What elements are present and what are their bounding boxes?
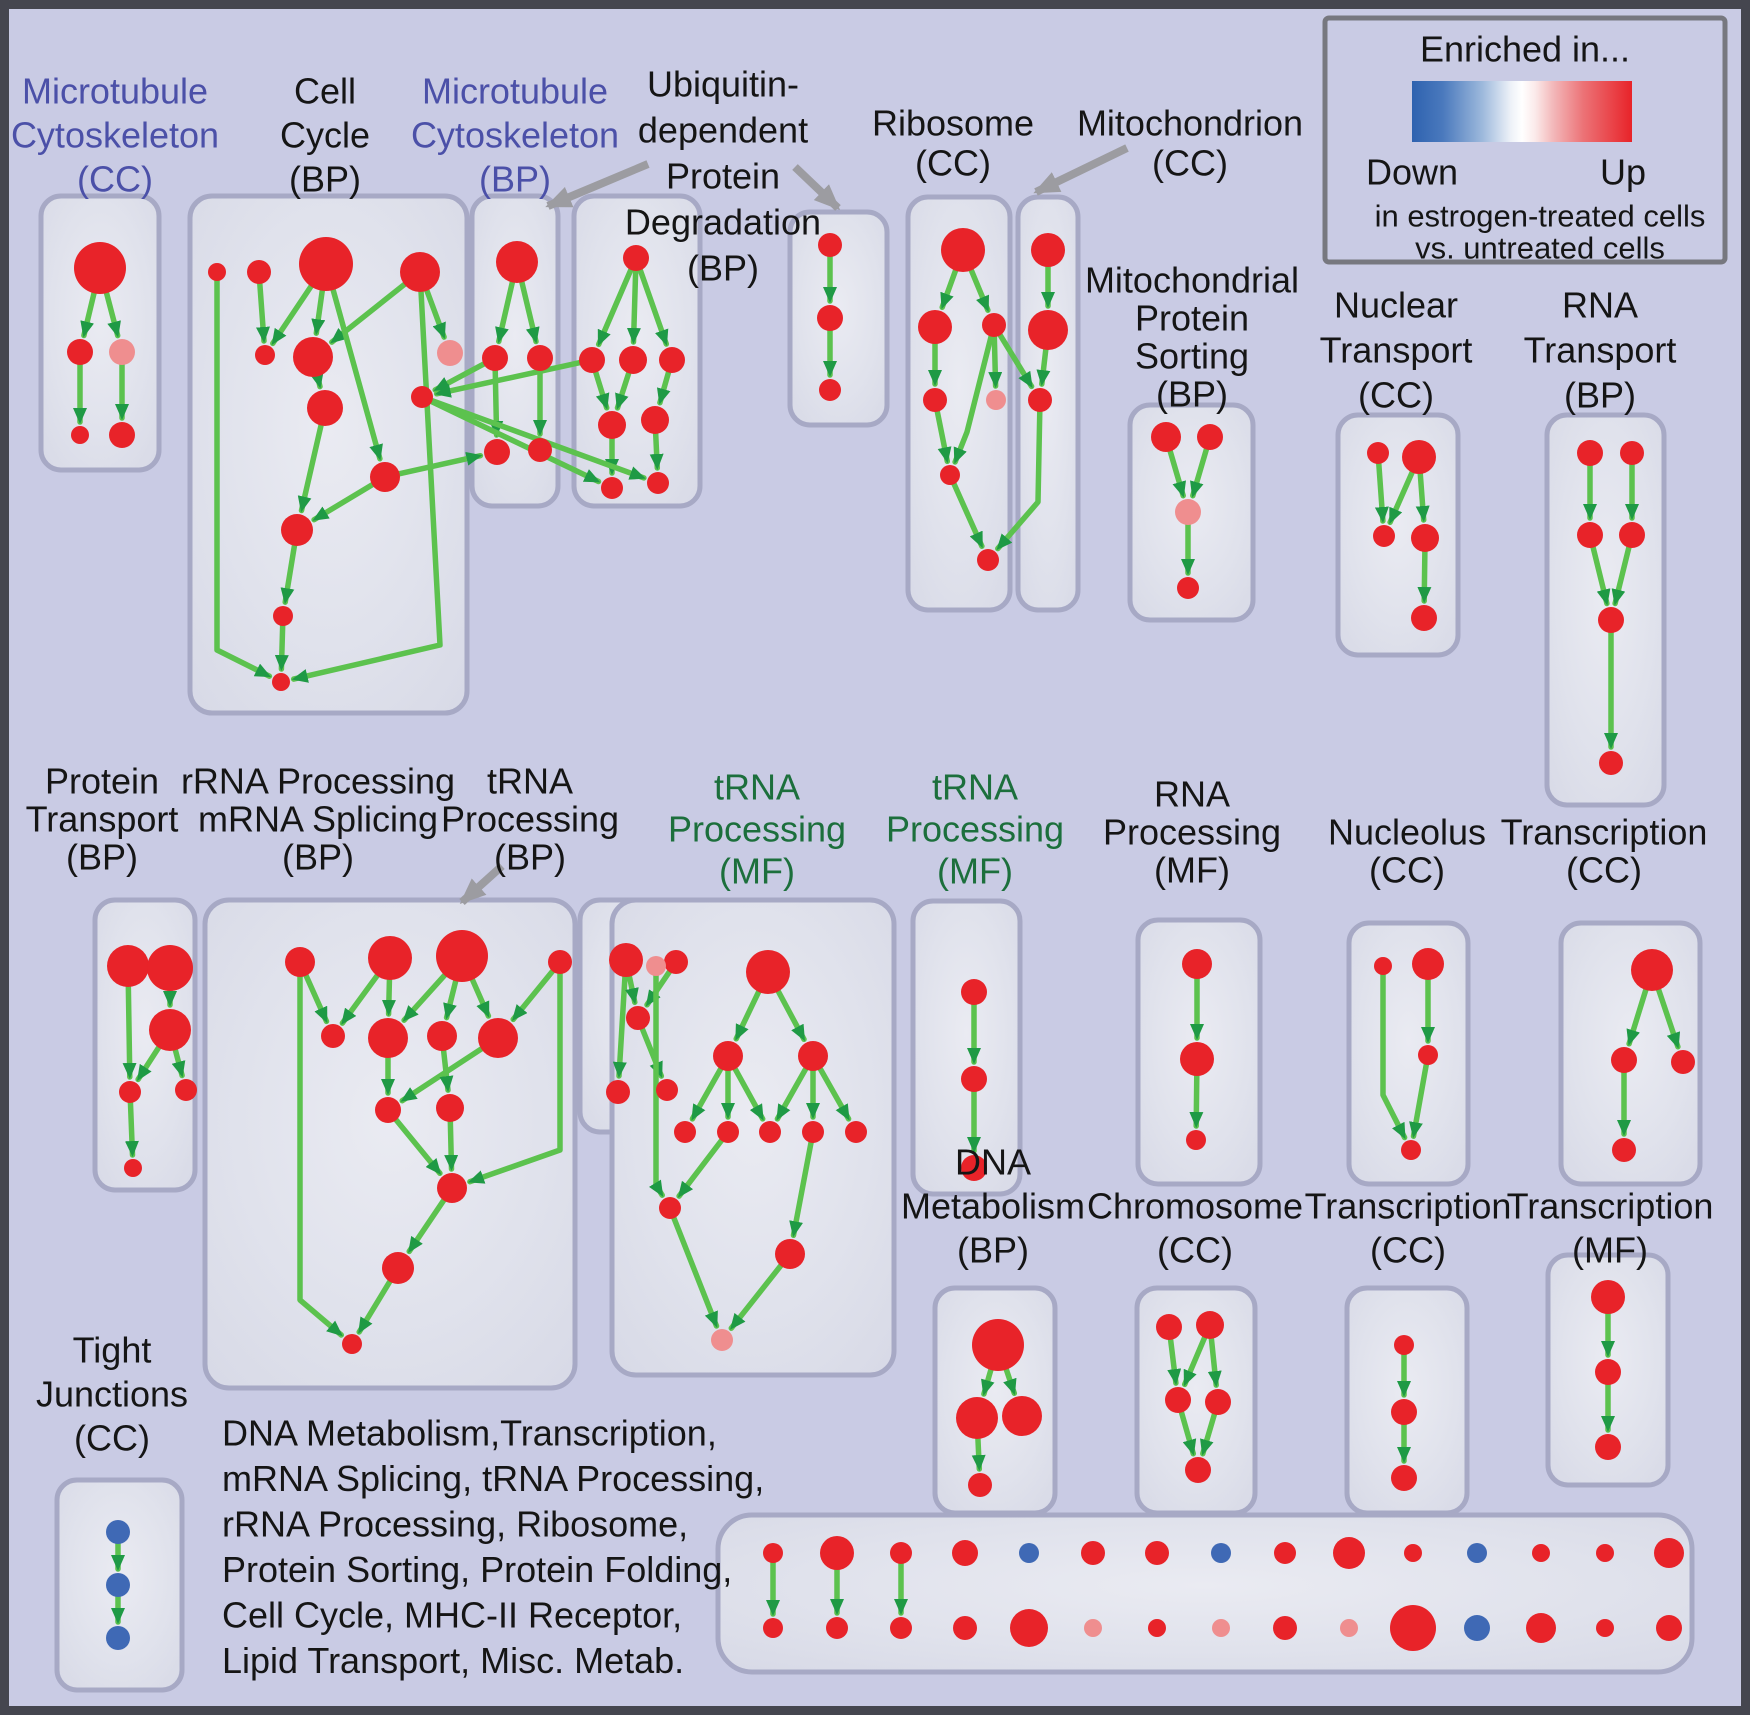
node-misc-terms-28: [1596, 1619, 1614, 1637]
node-rrna-8: [375, 1097, 401, 1123]
node-mt-cc-4: [109, 422, 135, 448]
label-trna-mf-2: tRNA Processing (MF): [885, 766, 1065, 892]
node-protein-transport-1: [147, 945, 193, 991]
node-rna-transport-1: [1620, 441, 1644, 465]
node-trna-mf-1-5: [717, 1121, 739, 1143]
node-protein-transport-5: [124, 1159, 142, 1177]
legend-gradient-bar: [1412, 81, 1632, 142]
node-rrna-10: [437, 1173, 467, 1203]
node-cell-cycle-7: [307, 390, 343, 426]
node-misc-terms-13: [1596, 1544, 1614, 1562]
legend-caption-line1: in estrogen-treated cells: [1374, 198, 1706, 234]
node-nuclear-transport-2: [1373, 525, 1395, 547]
node-misc-terms-26: [1464, 1615, 1490, 1641]
node-misc-terms-20: [1084, 1619, 1102, 1637]
node-misc-terms-18: [953, 1616, 977, 1640]
node-cell-cycle-1: [247, 260, 271, 284]
label-transcription-cc-2: Transcription (CC): [1304, 1185, 1512, 1271]
node-cell-cycle-0: [208, 263, 226, 281]
node-ribosome-2: [982, 313, 1006, 337]
node-rrna-3: [548, 950, 572, 974]
edge-nuclear-transport-2: [1420, 471, 1424, 520]
node-rna-transport-4: [1598, 607, 1624, 633]
node-ubiq-1: [579, 347, 605, 373]
node-nucleolus-2: [1418, 1045, 1438, 1065]
node-rrna-6: [427, 1021, 457, 1051]
node-transcription-cc-2-0: [1394, 1335, 1414, 1355]
node-rrna-7: [478, 1018, 518, 1058]
label-mt-bp: Microtubule Cytoskeleton (BP): [410, 70, 620, 200]
node-mt-cc-3: [71, 426, 89, 444]
node-misc-terms-2: [890, 1542, 912, 1564]
label-mt-cc: Microtubule Cytoskeleton (CC): [10, 70, 220, 200]
node-ubiq2-1: [817, 305, 843, 331]
node-cell-cycle-10: [281, 514, 313, 546]
edge-rrna-11: [450, 1120, 451, 1169]
node-misc-terms-14: [1654, 1538, 1684, 1568]
node-misc-terms-17: [890, 1617, 912, 1639]
node-tight-junctions-2: [106, 1626, 130, 1650]
node-chromosome-0: [1156, 1314, 1182, 1340]
node-nuclear-transport-0: [1367, 442, 1389, 464]
node-ubiq-0: [623, 245, 649, 271]
node-transcription-cc-1-1: [1611, 1047, 1637, 1073]
edge-protein-transport-4: [130, 1101, 132, 1155]
node-trna-bp-3: [606, 1080, 630, 1104]
node-misc-terms-12: [1532, 1544, 1550, 1562]
collapsed-terms-note: DNA Metabolism,Transcription, mRNA Splicing, tRNA Processing, rRNA Processing, Ribosome, Protein Sorting, Protein Folding, Cell Cycle, MHC-II Receptor, Lipid Transport, Misc. Metab.: [222, 1412, 765, 1681]
node-nuclear-transport-4: [1411, 605, 1437, 631]
node-trna-mf-1-8: [845, 1121, 867, 1143]
node-tight-junctions-0: [106, 1520, 130, 1544]
cluster-mt-cc-box: [41, 196, 159, 470]
node-dna-met-2: [1002, 1396, 1042, 1436]
node-dna-met-3: [968, 1473, 992, 1497]
node-dna-met-1: [956, 1397, 998, 1439]
node-rrna-0: [285, 947, 315, 977]
node-misc-terms-19: [1010, 1609, 1048, 1647]
node-rrna-4: [321, 1024, 345, 1048]
node-mps-3: [1177, 577, 1199, 599]
node-nucleolus-0: [1374, 957, 1392, 975]
node-chromosome-4: [1185, 1457, 1211, 1483]
label-rrna: rRNA Processing mRNA Splicing (BP): [180, 760, 456, 878]
node-misc-terms-27: [1526, 1613, 1556, 1643]
node-misc-terms-22: [1212, 1619, 1230, 1637]
node-chromosome-1: [1196, 1311, 1224, 1339]
node-misc-terms-11: [1467, 1543, 1487, 1563]
label-ribosome: Ribosome (CC): [871, 102, 1035, 184]
node-protein-transport-0: [107, 945, 149, 987]
node-trna-mf-1-6: [759, 1121, 781, 1143]
node-cell-cycle-3: [400, 252, 440, 292]
label-trna-bp: tRNA Processing (BP): [440, 760, 620, 878]
node-trna-bp-2: [626, 1006, 650, 1030]
node-rrna-2: [436, 930, 488, 982]
node-cell-cycle-8: [411, 386, 433, 408]
node-rna-transport-5: [1599, 751, 1623, 775]
node-misc-terms-6: [1145, 1541, 1169, 1565]
node-trna-mf-1-4: [674, 1121, 696, 1143]
node-trna-mf-2-0: [961, 979, 987, 1005]
node-mito-2: [1028, 388, 1052, 412]
node-cell-cycle-6: [437, 340, 463, 366]
node-rrna-11: [382, 1252, 414, 1284]
node-chromosome-3: [1205, 1389, 1231, 1415]
node-trna-mf-2-1: [961, 1066, 987, 1092]
edge-ubiq-7: [656, 432, 658, 468]
node-rrna-5: [368, 1018, 408, 1058]
legend-caption-line2: vs. untreated cells: [1415, 230, 1665, 266]
label-mito: Mitochondrion (CC): [1076, 102, 1304, 184]
node-transcription-cc-2-1: [1391, 1399, 1417, 1425]
node-trna-mf-1-10: [775, 1239, 805, 1269]
node-misc-terms-24: [1340, 1619, 1358, 1637]
node-transcription-cc-1-2: [1671, 1050, 1695, 1074]
node-rna-proc-mf-0: [1182, 949, 1212, 979]
label-rna-transport: RNA Transport (BP): [1523, 284, 1677, 416]
node-rna-transport-0: [1577, 440, 1603, 466]
node-nucleolus-3: [1401, 1140, 1421, 1160]
edge-rna-proc-mf-1: [1196, 1073, 1197, 1126]
node-ribosome-0: [941, 228, 985, 272]
legend-up-label: Up: [1599, 151, 1647, 193]
node-dna-met-0: [972, 1319, 1024, 1371]
node-transcription-mf-2: [1595, 1434, 1621, 1460]
node-misc-terms-10: [1404, 1544, 1422, 1562]
node-protein-transport-2: [149, 1009, 191, 1051]
label-transcription-mf: Transcription (MF): [1506, 1185, 1714, 1271]
node-ubiq-7: [647, 472, 669, 494]
label-nucleolus: Nucleolus (CC): [1327, 811, 1487, 891]
legend-down-label: Down: [1365, 151, 1459, 193]
label-cell-cycle: Cell Cycle (BP): [279, 70, 371, 200]
node-misc-terms-15: [763, 1618, 783, 1638]
node-ubiq-2: [619, 346, 647, 374]
node-misc-terms-3: [952, 1540, 978, 1566]
node-misc-terms-16: [826, 1617, 848, 1639]
node-transcription-mf-1: [1595, 1359, 1621, 1385]
cluster-misc-terms-box: [718, 1515, 1692, 1672]
node-ubiq-3: [659, 347, 685, 373]
node-mt-cc-0: [74, 242, 126, 294]
node-tight-junctions-1: [106, 1573, 130, 1597]
node-mt-cc-2: [109, 339, 135, 365]
node-mps-1: [1197, 424, 1223, 450]
node-mps-2: [1175, 499, 1201, 525]
node-mt-bp-3: [484, 439, 510, 465]
edge-ribosome-3: [994, 335, 995, 386]
label-mps: Mitochondrial Protein Sorting (BP): [1084, 259, 1300, 415]
node-rrna-9: [436, 1094, 464, 1122]
node-transcription-cc-1-3: [1612, 1138, 1636, 1162]
node-transcription-cc-1-0: [1631, 949, 1673, 991]
node-trna-mf-1-7: [802, 1121, 824, 1143]
edge-dna-met-2: [978, 1436, 980, 1469]
node-rrna-12: [342, 1334, 362, 1354]
edge-protein-transport-0: [128, 984, 130, 1077]
label-dna-met: DNA Metabolism (BP): [900, 1141, 1086, 1271]
node-ubiq2-0: [818, 233, 842, 257]
node-cell-cycle-11: [273, 606, 293, 626]
node-cell-cycle-4: [255, 345, 275, 365]
legend-title: Enriched in...: [1419, 28, 1631, 70]
node-rna-transport-2: [1577, 522, 1603, 548]
node-nuclear-transport-3: [1411, 524, 1439, 552]
label-rna-proc-mf: RNA Processing (MF): [1102, 773, 1282, 891]
node-transcription-cc-2-2: [1391, 1465, 1417, 1491]
node-ribosome-1: [918, 310, 952, 344]
label-chromosome: Chromosome (CC): [1086, 1185, 1304, 1271]
node-ubiq-4: [598, 411, 626, 439]
node-ubiq2-2: [819, 379, 841, 401]
label-nuclear-transport: Nuclear Transport (CC): [1319, 284, 1473, 416]
node-mps-0: [1151, 422, 1181, 452]
node-protein-transport-3: [119, 1081, 141, 1103]
node-misc-terms-23: [1273, 1616, 1297, 1640]
node-misc-terms-0: [763, 1543, 783, 1563]
node-trna-mf-1-9: [659, 1197, 681, 1219]
node-mt-bp-1: [482, 345, 508, 371]
node-mt-bp-2: [527, 345, 553, 371]
node-rna-transport-3: [1619, 522, 1645, 548]
label-ubiq: Ubiquitin-dependent Protein Degradation (BP): [624, 63, 822, 289]
edge-nuclear-transport-3: [1424, 550, 1425, 601]
node-misc-terms-7: [1211, 1543, 1231, 1563]
node-nuclear-transport-1: [1402, 440, 1436, 474]
cluster-nuclear-transport-box: [1338, 415, 1458, 655]
node-ubiq-6: [601, 477, 623, 499]
node-ribosome-4: [986, 390, 1006, 410]
label-tight-junctions: Tight Junctions (CC): [35, 1329, 189, 1459]
node-trna-bp-0: [609, 943, 643, 977]
node-chromosome-2: [1165, 1387, 1191, 1413]
node-misc-terms-25: [1390, 1605, 1436, 1651]
edge-rrna-2: [389, 977, 390, 1014]
node-mito-0: [1031, 233, 1065, 267]
node-transcription-mf-0: [1591, 1280, 1625, 1314]
node-ribosome-3: [923, 388, 947, 412]
node-trna-bp-4: [656, 1079, 678, 1101]
node-mt-cc-1: [67, 339, 93, 365]
node-cell-cycle-5: [293, 337, 333, 377]
node-misc-terms-9: [1333, 1537, 1365, 1569]
node-mt-bp-0: [496, 241, 538, 283]
label-transcription-cc-1: Transcription (CC): [1500, 811, 1708, 891]
node-cell-cycle-12: [272, 673, 290, 691]
node-cell-cycle-2: [299, 237, 353, 291]
node-trna-bp-1: [664, 950, 688, 974]
edge-cell-cycle-10: [281, 625, 282, 670]
node-misc-terms-4: [1019, 1543, 1039, 1563]
node-ribosome-5: [940, 465, 960, 485]
node-mt-bp-4: [528, 438, 552, 462]
node-trna-mf-1-11: [711, 1329, 733, 1351]
label-protein-transport: Protein Transport (BP): [25, 760, 179, 878]
node-ribosome-6: [977, 549, 999, 571]
node-protein-transport-4: [175, 1079, 197, 1101]
node-trna-mf-1-3: [798, 1041, 828, 1071]
node-misc-terms-29: [1656, 1615, 1682, 1641]
node-misc-terms-5: [1081, 1541, 1105, 1565]
node-misc-terms-8: [1274, 1542, 1296, 1564]
node-misc-terms-1: [820, 1536, 854, 1570]
node-trna-mf-1-1: [746, 950, 790, 994]
node-ubiq-5: [641, 406, 669, 434]
node-nucleolus-1: [1412, 948, 1444, 980]
node-mito-1: [1028, 310, 1068, 350]
node-cell-cycle-9: [370, 462, 400, 492]
edge-ubiq-1: [634, 269, 636, 342]
node-rrna-1: [368, 936, 412, 980]
node-trna-mf-1-2: [713, 1041, 743, 1071]
node-rna-proc-mf-1: [1180, 1042, 1214, 1076]
node-rna-proc-mf-2: [1186, 1130, 1206, 1150]
legend: [1325, 18, 1725, 266]
label-trna-mf-1: tRNA Processing (MF): [667, 766, 847, 892]
node-trna-mf-1-0: [646, 956, 666, 976]
node-misc-terms-21: [1148, 1619, 1166, 1637]
